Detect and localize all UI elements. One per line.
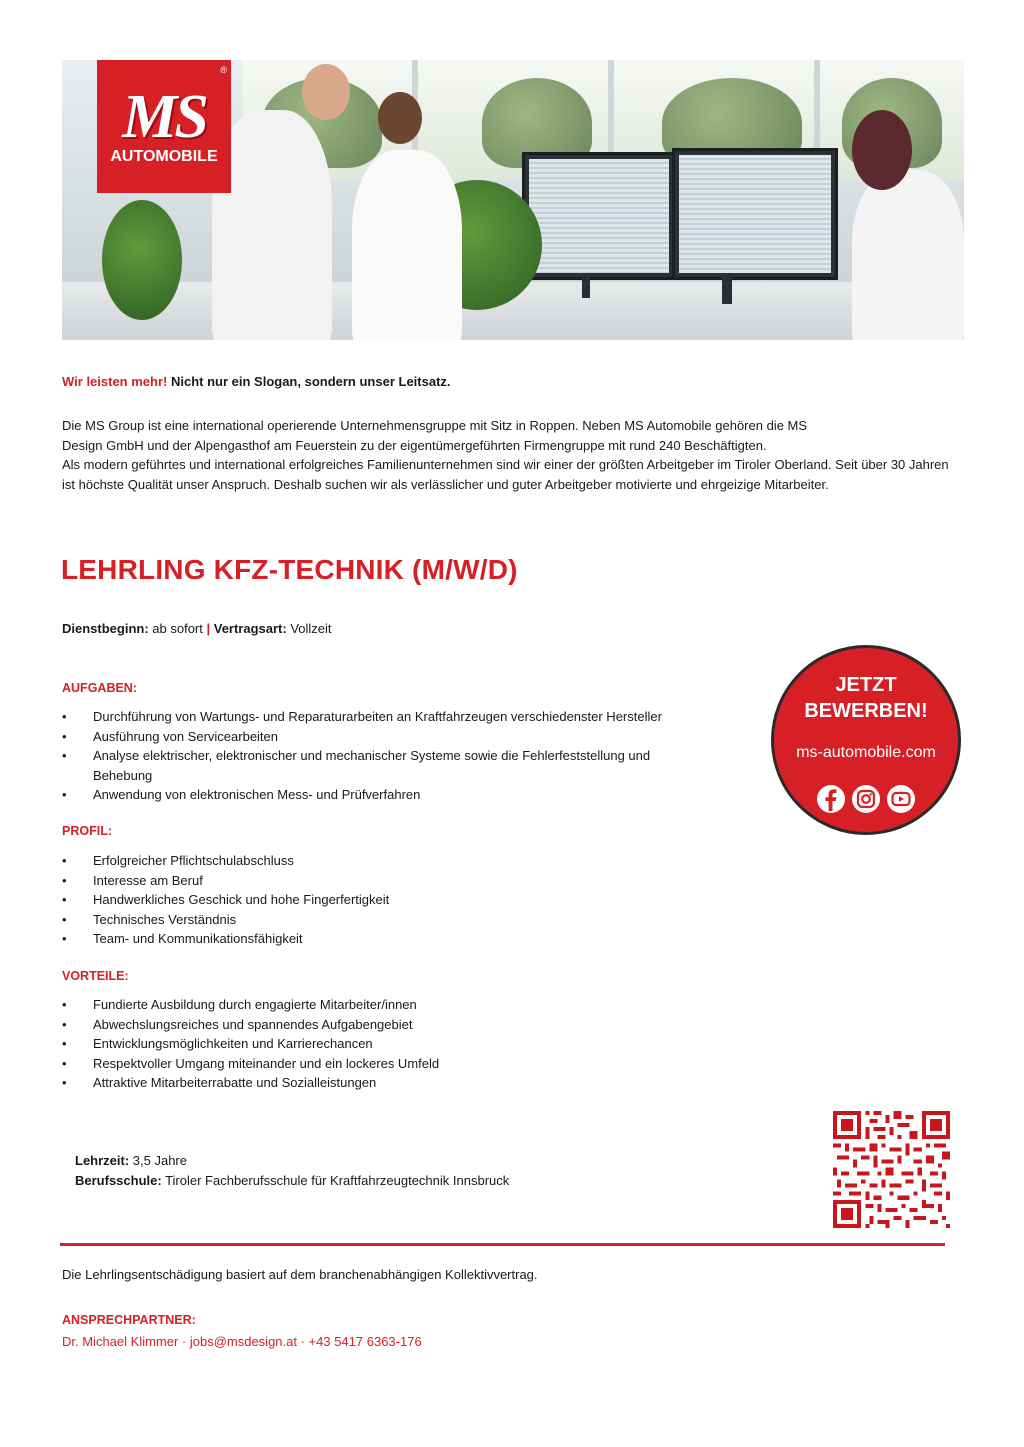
company-intro [62, 416, 952, 494]
badge-line-1: JETZT [835, 674, 897, 696]
facebook-icon[interactable] [816, 784, 846, 814]
registered-mark: ® [220, 65, 227, 75]
badge-line-2: BEWERBEN! [804, 700, 928, 722]
social-icons [774, 784, 958, 814]
start-label: Dienstbeginn: [62, 621, 149, 636]
youtube-icon[interactable] [886, 784, 916, 814]
duration-row [75, 1151, 509, 1171]
job-meta [62, 619, 332, 639]
list-item: • Team- und Kommunikationsfähigkeit [62, 929, 742, 949]
training-info [75, 1151, 509, 1190]
benefits-heading: VORTEILE: [62, 969, 129, 983]
list-item: • Fundierte Ausbildung durch engagierte Mitarbeiter/innen [62, 995, 742, 1015]
list-item: • Erfolgreicher Pflichtschulabschluss [62, 851, 742, 871]
logo-subtitle: AUTOMOBILE [110, 147, 218, 165]
list-item: • Technisches Verständnis [62, 910, 742, 930]
start-value: ab sofort [148, 621, 207, 636]
website-link[interactable]: ms-automobile.com [796, 744, 936, 761]
list-item: • Abwechslungsreiches und spannendes Aufgabengebiet [62, 1015, 742, 1035]
list-item: • Analyse elektrischer, elektronischer und mechanischer Systeme sowie die Fehlerfeststellung und Behebung [62, 746, 673, 785]
badge-headline [774, 672, 958, 724]
list-item: • Durchführung von Wartungs- und Reparaturarbeiten an Kraftfahrzeugen verschiedenster Hersteller [62, 707, 742, 727]
contract-label: Vertragsart: [210, 621, 287, 636]
profile-heading: PROFIL: [62, 824, 112, 838]
apply-now-badge[interactable] [771, 645, 961, 835]
list-item: • Handwerkliches Geschick und hohe Fingerfertigkeit [62, 890, 742, 910]
tasks-list [62, 707, 742, 805]
contract-value: Vollzeit [286, 621, 332, 636]
salary-note: Die Lehrlingsentschädigung basiert auf dem branchenabhängigen Kollektivvertrag. [62, 1267, 538, 1282]
list-item: • Anwendung von elektronischen Mess- und Prüfverfahren [62, 785, 742, 805]
meta-separator: | [206, 621, 211, 636]
duration-label: Lehrzeit: [75, 1153, 130, 1168]
list-item: • Entwicklungsmöglichkeiten und Karrierechancen [62, 1034, 742, 1054]
intro-line-1: Die MS Group ist eine international operierende Unternehmensgruppe mit Sitz in Roppen. Neben MS Automobile gehören die MS [62, 418, 808, 433]
list-item: • Ausführung von Servicearbeiten [62, 727, 742, 747]
slogan [62, 372, 451, 392]
contact-details[interactable]: Dr. Michael Klimmer · jobs@msdesign.at · +43 5417 6363-176 [62, 1334, 422, 1349]
slogan-highlight: Wir leisten mehr! [62, 374, 168, 389]
list-item: • Respektvoller Umgang miteinander und ein lockeres Umfeld [62, 1054, 742, 1074]
instagram-icon[interactable] [851, 784, 881, 814]
tasks-heading: AUFGABEN: [62, 681, 137, 695]
list-item: • Interesse am Beruf [62, 871, 742, 891]
intro-line-2: Design GmbH und der Alpengasthof am Feuerstein zu der eigentümergeführten Firmengruppe mit rund 240 Beschäftigten. [62, 437, 767, 453]
school-row [75, 1171, 509, 1191]
benefits-list [62, 995, 742, 1093]
intro-line-3: Als modern geführtes und international erfolgreiches Familienunternehmen sind wir einer der größten Arbeitgeber im Tiroler Oberland. Seit über 30 Jahren ist höchste Qualität unser Anspruch. Deshalb suchen wir als verlässlicher und guter Arbeitgeber motivierte und ehrgeizige Mitarbeiter. [62, 457, 949, 492]
school-label: Berufsschule: [75, 1172, 162, 1188]
slogan-rest: Nicht nur ein Slogan, sondern unser Leitsatz. [167, 374, 451, 389]
school-value: Tiroler Fachberufsschule für Kraftfahrzeugtechnik Innsbruck [161, 1172, 510, 1188]
contact-heading: ANSPRECHPARTNER: [62, 1313, 196, 1327]
job-title: LEHRLING KFZ-TECHNIK (M/W/D) [61, 554, 518, 585]
list-item: • Attraktive Mitarbeiterrabatte und Sozialleistungen [62, 1073, 742, 1093]
duration-value: 3,5 Jahre [129, 1153, 187, 1168]
profile-list [62, 851, 742, 949]
divider-rule [60, 1243, 945, 1246]
qr-code[interactable] [833, 1111, 950, 1228]
ms-automobile-logo [97, 60, 231, 193]
logo-brand: MS [122, 82, 206, 151]
